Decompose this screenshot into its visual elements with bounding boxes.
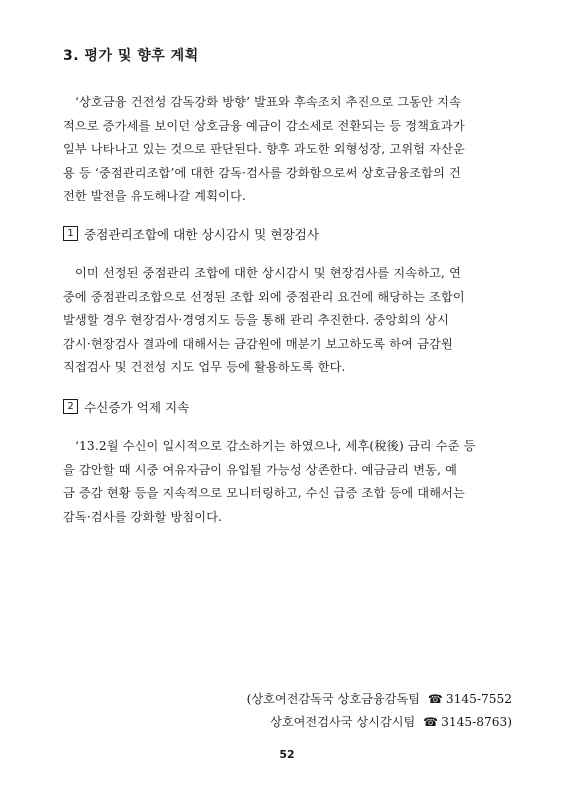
subsection-heading-1 <box>63 224 319 243</box>
telephone-icon: ☎ <box>423 715 439 729</box>
subsection-title: 수신증가 억제 지속 <box>84 400 190 415</box>
paragraph-line: ‘상호금융 건전성 감독강화 방향’ 발표와 후속조치 추진으로 그동안 지속 <box>75 95 462 109</box>
contact-info <box>247 688 512 734</box>
contact-phone: 3145-8763) <box>441 715 512 729</box>
paragraph-line: 중에 중점관리조합으로 선정된 조합 외에 중점관리 요건에 해당하는 조합이 <box>63 289 465 304</box>
subsection-heading-2 <box>63 397 189 416</box>
subsection2-paragraph <box>63 435 513 529</box>
telephone-icon: ☎ <box>427 692 443 706</box>
page-number: 52 <box>279 748 295 761</box>
boxed-number: 2 <box>63 399 78 414</box>
paragraph-line: 감독·검사를 강화할 방침이다. <box>63 509 223 524</box>
contact-department: 상호여전검사국 상시감시팀 <box>270 715 416 729</box>
paragraph-line: 일부 나타나고 있는 것으로 판단된다. 향후 과도한 외형성장, 고위험 자산운 <box>63 142 465 156</box>
paragraph-line: 을 감안할 때 시중 여유자금이 유입될 가능성 상존한다. 예금금리 변동, 예 <box>63 462 458 477</box>
paragraph-line: 적으로 증가세를 보이던 상호금융 예금이 감소세로 전환되는 등 정책효과가 <box>63 118 465 133</box>
subsection1-paragraph <box>63 262 513 380</box>
paragraph-line: ‘13.2월 수신이 일시적으로 감소하기는 하였으나, 세후(稅後) 금리 수준 등 <box>75 439 476 453</box>
section-title: 3. 평가 및 향후 계획 <box>63 48 199 64</box>
contact-line <box>247 688 512 711</box>
paragraph-line: 금 증감 현황 등을 지속적으로 모니터링하고, 수신 급증 조합 등에 대해서는 <box>63 486 465 500</box>
subsection-title: 중점관리조합에 대한 상시감시 및 현장검사 <box>84 227 319 242</box>
paragraph-line: 용 등 ‘중점관리조합’에 대한 감독·검사를 강화함으로써 상호금융조합의 건 <box>63 165 461 180</box>
contact-department: (상호여전감독국 상호금융감독팀 <box>246 692 421 706</box>
paragraph-line: 발생할 경우 현장검사·경영지도 등을 통해 관리 추진한다. 중앙회의 상시 <box>63 313 450 327</box>
contact-line <box>247 711 512 734</box>
paragraph-line: 이미 선정된 중점관리 조합에 대한 상시감시 및 현장검사를 지속하고, 연 <box>75 266 462 280</box>
paragraph-line: 전한 발전을 유도해나갈 계획이다. <box>63 189 247 203</box>
boxed-number: 1 <box>63 226 78 241</box>
intro-paragraph <box>63 91 513 209</box>
contact-phone: 3145-7552 <box>445 692 512 706</box>
paragraph-line: 직접검사 및 건전성 지도 업무 등에 활용하도록 한다. <box>63 360 346 374</box>
paragraph-line: 감시·현장검사 결과에 대해서는 금감원에 매분기 보고하도록 하여 금감원 <box>63 336 453 351</box>
